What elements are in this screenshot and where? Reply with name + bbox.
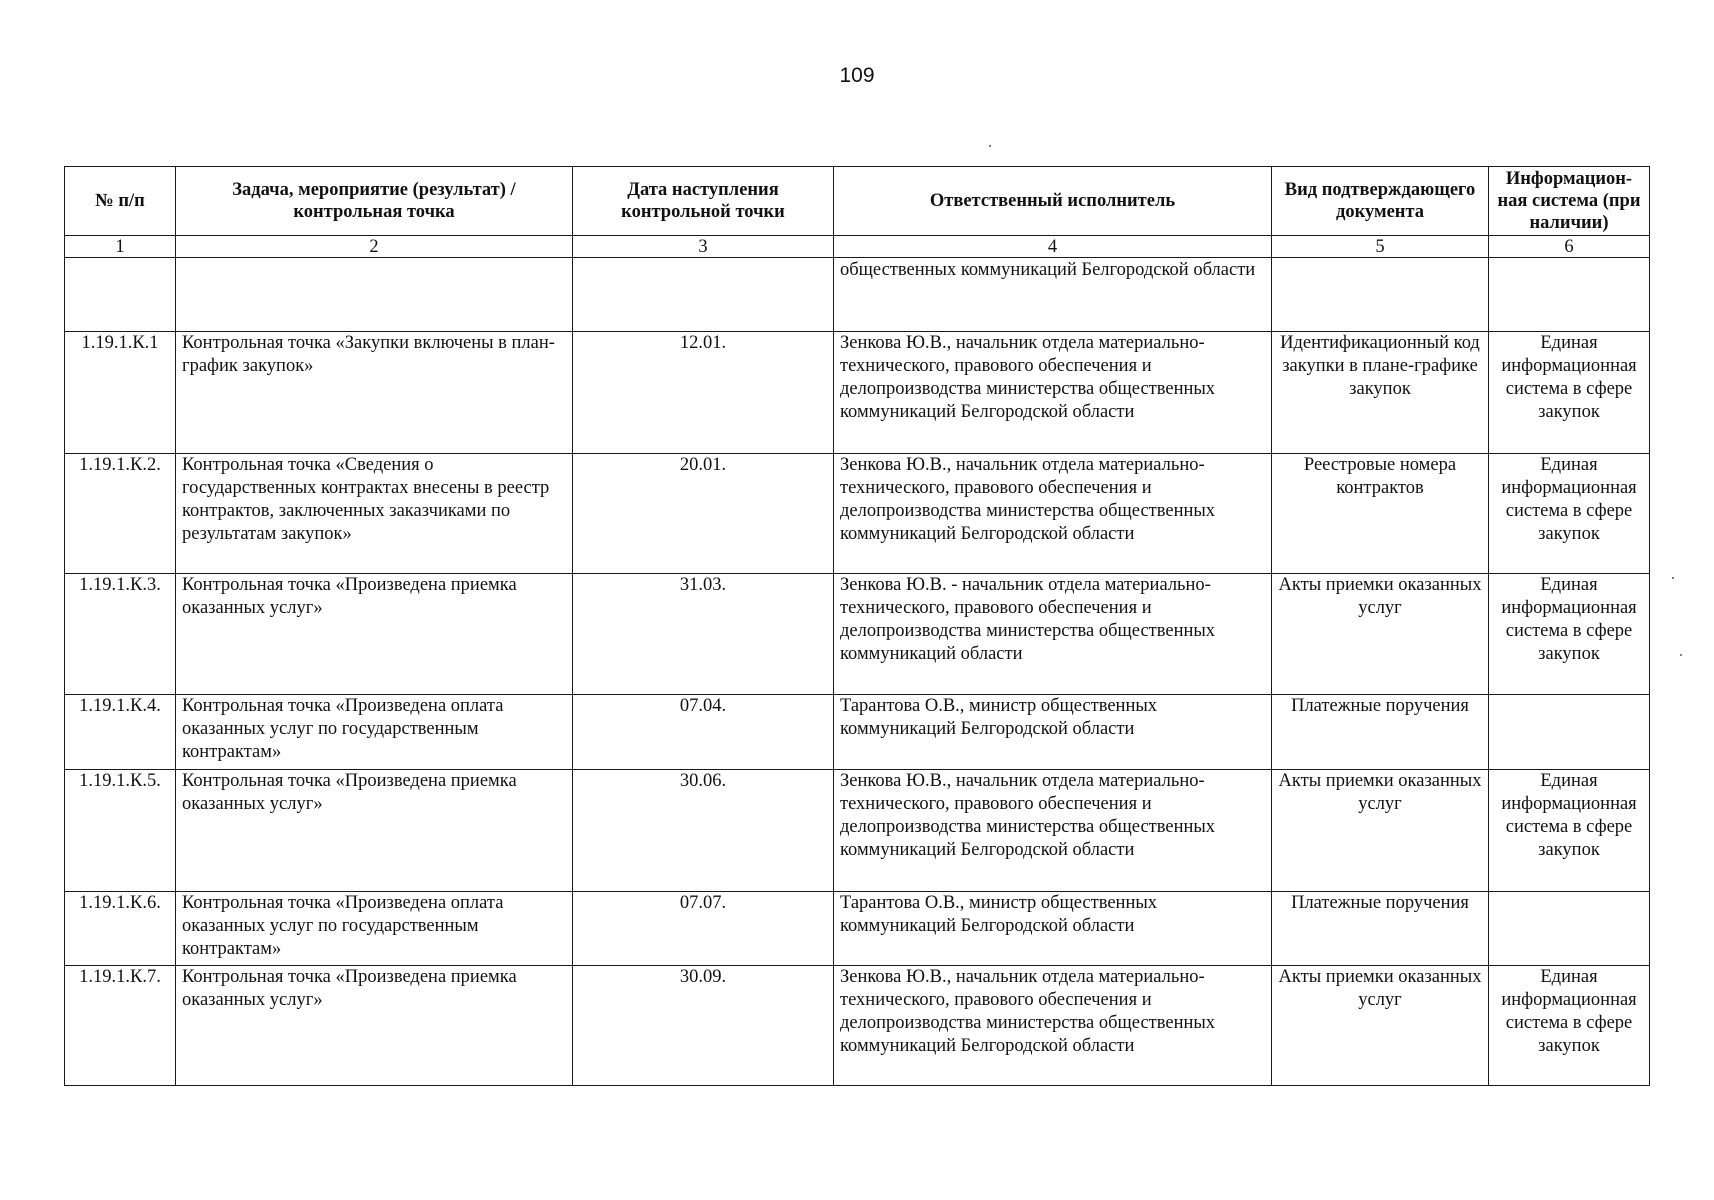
header-task: Задача, мероприятие (результат) / контрольная точка bbox=[176, 167, 573, 236]
column-number: 6 bbox=[1489, 236, 1650, 258]
header-executor: Ответственный исполнитель bbox=[834, 167, 1272, 236]
row-executor: Зенкова Ю.В., начальник отдела материально-технического, правового обеспечения и делопроизводства министерства общественных коммуникаций Белгородской области bbox=[834, 770, 1272, 892]
column-number-row bbox=[65, 236, 1650, 258]
row-document: Акты приемки оказанных услуг bbox=[1272, 574, 1489, 695]
column-number: 3 bbox=[573, 236, 834, 258]
table-row bbox=[65, 454, 1650, 574]
scan-speck bbox=[1680, 654, 1682, 656]
scan-speck bbox=[989, 145, 991, 147]
row-date: 20.01. bbox=[573, 454, 834, 574]
header-system: Информацион-ная система (при наличии) bbox=[1489, 167, 1650, 236]
row-task: Контрольная точка «Произведена приемка оказанных услуг» bbox=[176, 770, 573, 892]
table-row bbox=[65, 574, 1650, 695]
table-row bbox=[65, 695, 1650, 770]
row-number: 1.19.1.К.2. bbox=[65, 454, 176, 574]
row-executor: общественных коммуникаций Белгородской области bbox=[834, 258, 1272, 332]
row-executor: Тарантова О.В., министр общественных коммуникаций Белгородской области bbox=[834, 695, 1272, 770]
row-task bbox=[176, 258, 573, 332]
row-executor: Зенкова Ю.В., начальник отдела материально-технического, правового обеспечения и делопроизводства министерства общественных коммуникаций Белгородской области bbox=[834, 332, 1272, 454]
row-date: 31.03. bbox=[573, 574, 834, 695]
column-number: 1 bbox=[65, 236, 176, 258]
row-document: Акты приемки оказанных услуг bbox=[1272, 770, 1489, 892]
row-date: 30.06. bbox=[573, 770, 834, 892]
header-date: Дата наступления контрольной точки bbox=[573, 167, 834, 236]
table-row bbox=[65, 892, 1650, 966]
row-number: 1.19.1.К.1 bbox=[65, 332, 176, 454]
row-number: 1.19.1.К.6. bbox=[65, 892, 176, 966]
row-system bbox=[1489, 695, 1650, 770]
row-system: Единая информационная система в сфере закупок bbox=[1489, 454, 1650, 574]
row-system: Единая информационная система в сфере закупок bbox=[1489, 966, 1650, 1086]
column-number: 5 bbox=[1272, 236, 1489, 258]
row-executor: Зенкова Ю.В., начальник отдела материально-технического, правового обеспечения и делопроизводства министерства общественных коммуникаций Белгородской области bbox=[834, 454, 1272, 574]
row-number: 1.19.1.К.3. bbox=[65, 574, 176, 695]
row-executor: Тарантова О.В., министр общественных коммуникаций Белгородской области bbox=[834, 892, 1272, 966]
table-row bbox=[65, 770, 1650, 892]
header-document: Вид подтверждающего документа bbox=[1272, 167, 1489, 236]
row-executor: Зенкова Ю.В. - начальник отдела материально-технического, правового обеспечения и делопроизводства министерства общественных коммуникаций области bbox=[834, 574, 1272, 695]
header-number: № п/п bbox=[65, 167, 176, 236]
row-system: Единая информационная система в сфере закупок bbox=[1489, 332, 1650, 454]
row-date: 30.09. bbox=[573, 966, 834, 1086]
row-system: Единая информационная система в сфере закупок bbox=[1489, 770, 1650, 892]
header-row bbox=[65, 167, 1650, 236]
row-document: Акты приемки оказанных услуг bbox=[1272, 966, 1489, 1086]
row-document: Реестровые номера контрактов bbox=[1272, 454, 1489, 574]
column-number: 2 bbox=[176, 236, 573, 258]
row-task: Контрольная точка «Произведена приемка оказанных услуг» bbox=[176, 966, 573, 1086]
scan-speck bbox=[1672, 577, 1674, 579]
column-number: 4 bbox=[834, 236, 1272, 258]
row-date: 07.04. bbox=[573, 695, 834, 770]
row-task: Контрольная точка «Закупки включены в план-график закупок» bbox=[176, 332, 573, 454]
row-task: Контрольная точка «Сведения о государственных контрактах внесены в реестр контрактов, заключенных заказчиками по результатам закупок» bbox=[176, 454, 573, 574]
row-executor: Зенкова Ю.В., начальник отдела материально-технического, правового обеспечения и делопроизводства министерства общественных коммуникаций Белгородской области bbox=[834, 966, 1272, 1086]
row-document: Платежные поручения bbox=[1272, 695, 1489, 770]
row-document: Идентификационный код закупки в плане-графике закупок bbox=[1272, 332, 1489, 454]
control-points-table bbox=[64, 166, 1650, 1086]
table-row bbox=[65, 332, 1650, 454]
table-body bbox=[65, 258, 1650, 1086]
row-date: 07.07. bbox=[573, 892, 834, 966]
table-row bbox=[65, 966, 1650, 1086]
row-document bbox=[1272, 258, 1489, 332]
row-number: 1.19.1.К.7. bbox=[65, 966, 176, 1086]
row-number: 1.19.1.К.4. bbox=[65, 695, 176, 770]
row-task: Контрольная точка «Произведена оплата оказанных услуг по государственным контрактам» bbox=[176, 892, 573, 966]
row-number bbox=[65, 258, 176, 332]
row-system bbox=[1489, 258, 1650, 332]
row-system bbox=[1489, 892, 1650, 966]
table-header bbox=[65, 167, 1650, 258]
row-task: Контрольная точка «Произведена приемка оказанных услуг» bbox=[176, 574, 573, 695]
row-number: 1.19.1.К.5. bbox=[65, 770, 176, 892]
row-system: Единая информационная система в сфере закупок bbox=[1489, 574, 1650, 695]
page-number: 109 bbox=[839, 64, 875, 87]
row-document: Платежные поручения bbox=[1272, 892, 1489, 966]
table-row bbox=[65, 258, 1650, 332]
row-task: Контрольная точка «Произведена оплата оказанных услуг по государственным контрактам» bbox=[176, 695, 573, 770]
row-date bbox=[573, 258, 834, 332]
row-date: 12.01. bbox=[573, 332, 834, 454]
